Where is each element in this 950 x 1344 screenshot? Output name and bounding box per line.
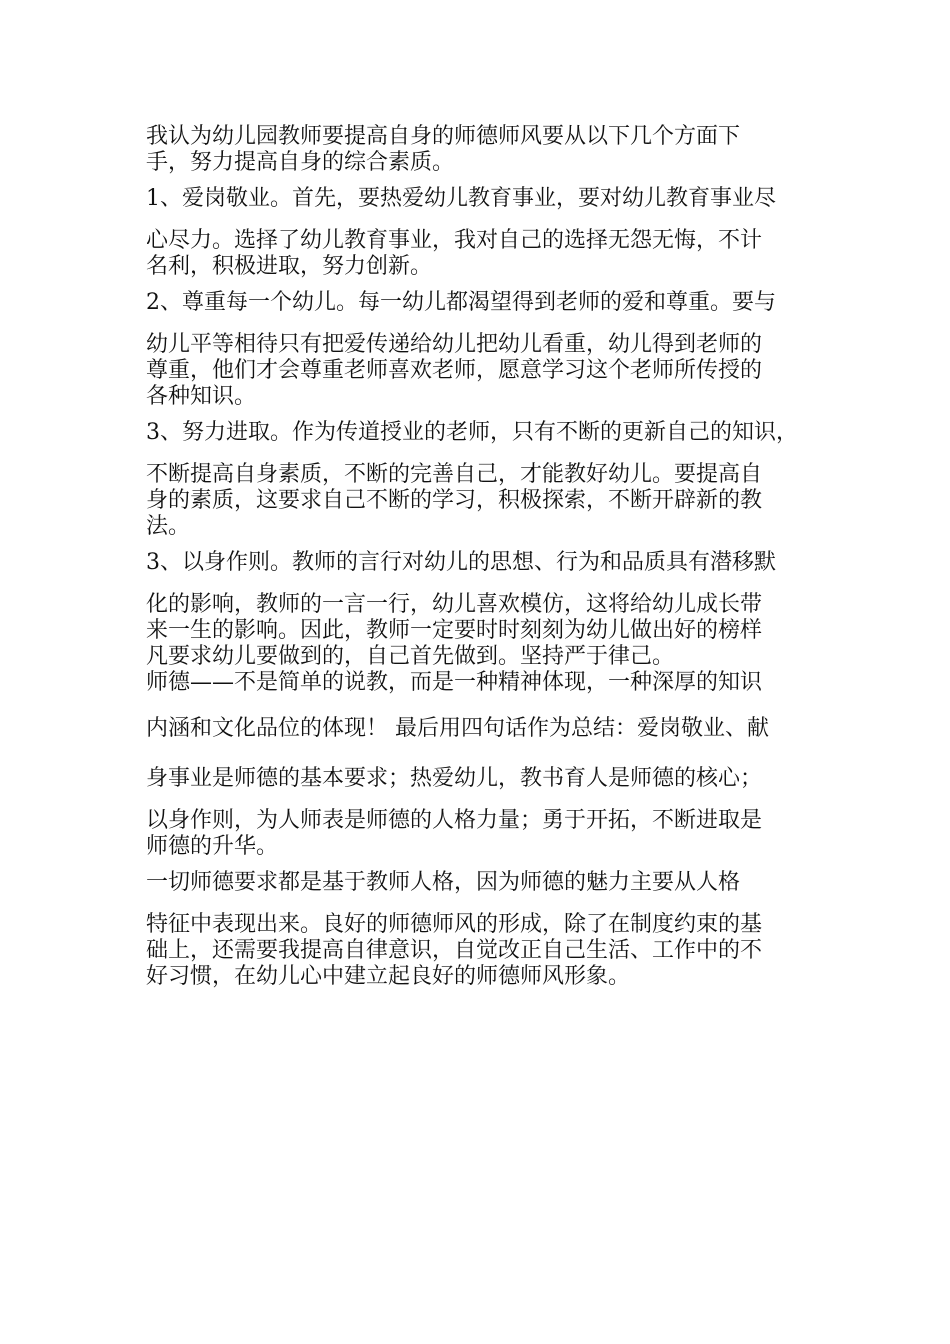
text-line: 内涵和文化品位的体现！ 最后用四句话作为总结：爱岗敬业、献 (146, 716, 769, 741)
text-line: 凡要求幼儿要做到的，自己首先做到。坚持严于律己。 (146, 644, 675, 669)
text-line: 我认为幼儿园教师要提高自身的师德师风要从以下几个方面下 (146, 124, 741, 149)
text-line: 幼儿平等相待只有把爱传递给幼儿把幼儿看重，幼儿得到老师的 (146, 332, 763, 357)
text-line: 化的影响，教师的一言一行，幼儿喜欢模仿，这将给幼儿成长带 (146, 592, 763, 617)
text-line: 身事业是师德的基本要求；热爱幼儿，教书育人是师德的核心； (146, 766, 763, 791)
text-line: 身的素质，这要求自己不断的学习，积极探索，不断开辟新的教 (146, 488, 763, 513)
text-line: 手，努力提高自身的综合素质。 (146, 150, 455, 175)
text-line: 师德的升华。 (146, 834, 279, 859)
text-line: 特征中表现出来。良好的师德师风的形成，除了在制度约束的基 (146, 912, 763, 937)
text-line: 3、以身作则。教师的言行对幼儿的思想、行为和品质具有潜移默 (146, 550, 776, 575)
text-line: 名利，积极进取，努力创新。 (146, 254, 433, 279)
text-line: 不断提高自身素质，不断的完善自己，才能教好幼儿。要提高自 (146, 462, 763, 487)
text-line: 各种知识。 (146, 384, 257, 409)
text-line: 2、尊重每一个幼儿。每一幼儿都渴望得到老师的爱和尊重。要与 (146, 290, 776, 315)
text-line: 心尽力。选择了幼儿教育事业，我对自己的选择无怨无悔，不计 (146, 228, 763, 253)
text-line: 来一生的影响。因此，教师一定要时时刻刻为幼儿做出好的榜样 (146, 618, 763, 643)
text-line: 法。 (146, 514, 191, 539)
text-line: 3、努力进取。作为传道授业的老师，只有不断的更新自己的知识， (146, 420, 798, 445)
text-line: 一切师德要求都是基于教师人格，因为师德的魅力主要从人格 (146, 870, 741, 895)
text-line: 以身作则，为人师表是师德的人格力量；勇于开拓，不断进取是 (146, 808, 763, 833)
text-line: 师德——不是简单的说教，而是一种精神体现，一种深厚的知识 (146, 670, 763, 695)
text-line: 础上，还需要我提高自律意识，自觉改正自己生活、工作中的不 (146, 938, 763, 963)
text-line: 尊重，他们才会尊重老师喜欢老师，愿意学习这个老师所传授的 (146, 358, 763, 383)
text-line: 1、爱岗敬业。首先，要热爱幼儿教育事业，要对幼儿教育事业尽 (146, 186, 776, 211)
text-line: 好习惯，在幼儿心中建立起良好的师德师风形象。 (146, 964, 631, 989)
